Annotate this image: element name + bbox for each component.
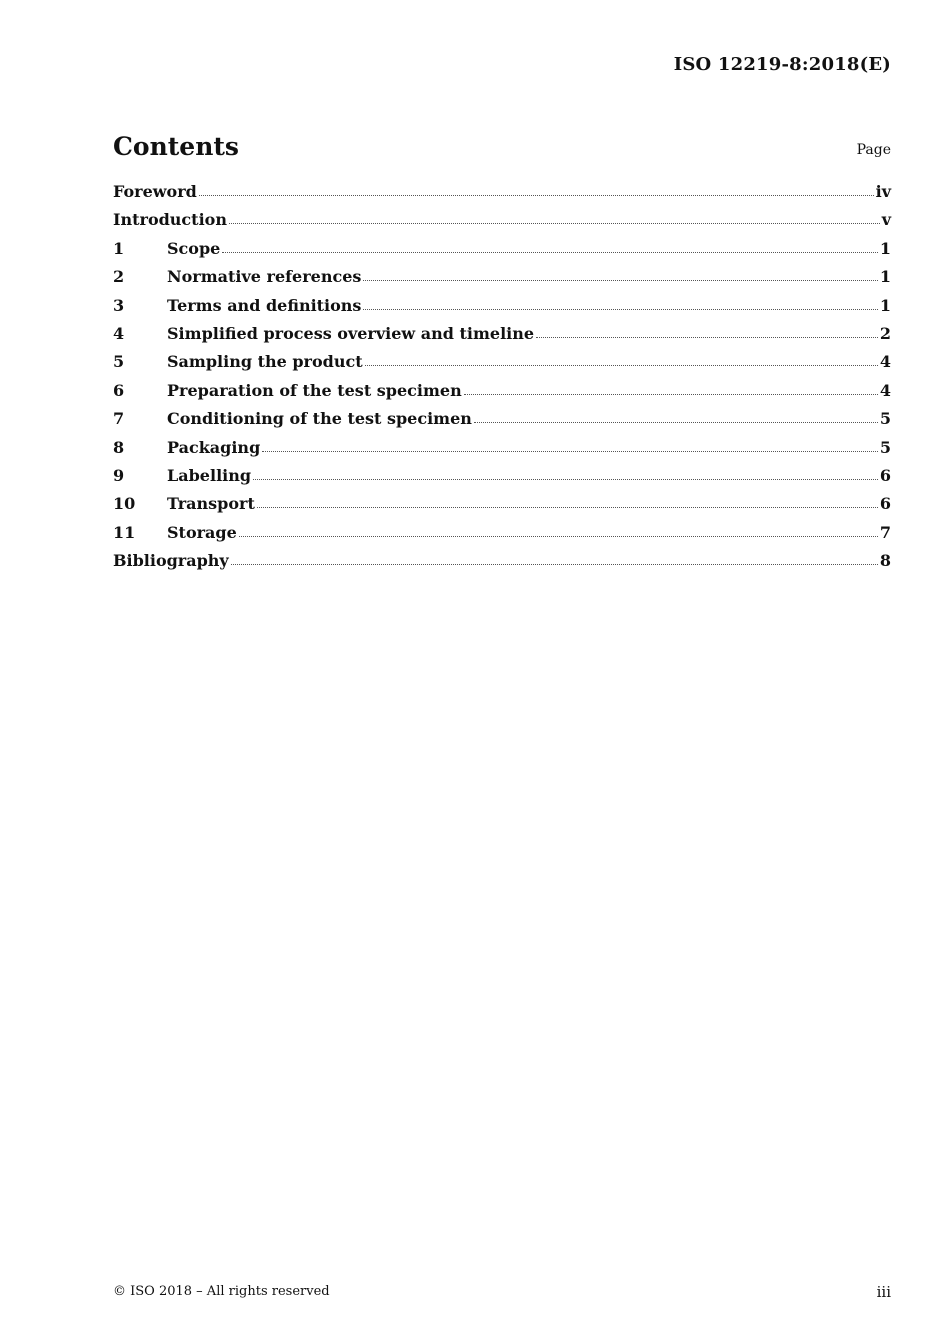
toc-entry-page: 1 <box>879 267 891 287</box>
toc-entry-scope[interactable] <box>113 239 891 267</box>
toc-entry-number: 11 <box>113 522 136 542</box>
toc-entry-title: Bibliography <box>113 551 229 571</box>
table-of-contents <box>113 182 891 579</box>
toc-entry-process-overview[interactable] <box>113 324 891 352</box>
toc-entry-page: 2 <box>879 323 891 343</box>
toc-entry-title: Scope <box>167 238 221 258</box>
toc-entry-labelling[interactable] <box>113 466 891 494</box>
dot-leader <box>363 280 877 281</box>
page-column-label: Page <box>856 142 891 158</box>
toc-entry-sampling[interactable] <box>113 352 891 380</box>
dot-leader <box>363 309 877 310</box>
toc-entry-title: Terms and definitions <box>167 295 362 315</box>
contents-title: Contents <box>113 132 240 161</box>
toc-entry-page: 7 <box>879 522 891 542</box>
toc-entry-packaging[interactable] <box>113 438 891 466</box>
toc-entry-title: Storage <box>167 522 237 542</box>
toc-entry-page: iv <box>875 182 891 201</box>
dot-leader <box>239 536 878 537</box>
toc-entry-page: 4 <box>879 380 891 400</box>
toc-entry-title: Sampling the product <box>167 352 363 372</box>
dot-leader <box>257 507 878 508</box>
toc-entry-conditioning[interactable] <box>113 409 891 437</box>
dot-leader <box>253 479 878 480</box>
dot-leader <box>231 564 878 565</box>
contents-header <box>113 132 891 166</box>
toc-entry-foreword[interactable] <box>113 182 891 210</box>
toc-entry-page: v <box>881 210 891 230</box>
copyright-notice: © ISO 2018 – All rights reserved <box>113 1284 330 1299</box>
toc-entry-preparation[interactable] <box>113 381 891 409</box>
toc-entry-title: Foreword <box>113 182 197 201</box>
toc-entry-number: 8 <box>113 437 125 457</box>
dot-leader <box>365 365 878 366</box>
toc-entry-terms-and-definitions[interactable] <box>113 296 891 324</box>
toc-entry-page: 5 <box>879 409 891 429</box>
toc-entry-title: Conditioning of the test specimen <box>167 409 472 429</box>
toc-entry-page: 1 <box>879 295 891 315</box>
toc-entry-number: 7 <box>113 409 125 429</box>
toc-entry-page: 1 <box>879 238 891 258</box>
toc-entry-page: 5 <box>879 437 891 457</box>
dot-leader <box>199 195 874 196</box>
toc-entry-normative-references[interactable] <box>113 267 891 295</box>
dot-leader <box>474 422 878 423</box>
dot-leader <box>464 394 878 395</box>
toc-entry-title: Preparation of the test specimen <box>167 380 462 400</box>
toc-entry-introduction[interactable] <box>113 210 891 238</box>
toc-entry-title: Transport <box>167 494 255 514</box>
toc-entry-page: 6 <box>879 465 891 485</box>
toc-entry-number: 10 <box>113 494 136 514</box>
toc-entry-number: 1 <box>113 238 125 258</box>
toc-entry-number: 2 <box>113 267 125 287</box>
toc-entry-number: 6 <box>113 380 125 400</box>
toc-entry-page: 4 <box>879 352 891 372</box>
toc-entry-number: 3 <box>113 295 125 315</box>
toc-entry-page: 8 <box>879 551 891 571</box>
toc-entry-title: Simplified process overview and timeline <box>167 323 535 343</box>
toc-entry-title: Introduction <box>113 210 227 230</box>
dot-leader <box>262 451 878 452</box>
toc-entry-number: 5 <box>113 352 125 372</box>
toc-entry-title: Normative references <box>167 267 362 287</box>
toc-entry-page: 6 <box>879 494 891 514</box>
toc-entry-storage[interactable] <box>113 523 891 551</box>
page-number: iii <box>876 1283 891 1301</box>
dot-leader <box>229 223 880 224</box>
dot-leader <box>536 337 878 338</box>
toc-entry-number: 4 <box>113 323 125 343</box>
toc-entry-transport[interactable] <box>113 494 891 522</box>
toc-entry-bibliography[interactable] <box>113 551 891 579</box>
toc-entry-title: Packaging <box>167 437 261 457</box>
document-id: ISO 12219-8:2018(E) <box>673 54 891 75</box>
dot-leader <box>222 252 878 253</box>
toc-entry-number: 9 <box>113 465 125 485</box>
toc-entry-title: Labelling <box>167 465 252 485</box>
